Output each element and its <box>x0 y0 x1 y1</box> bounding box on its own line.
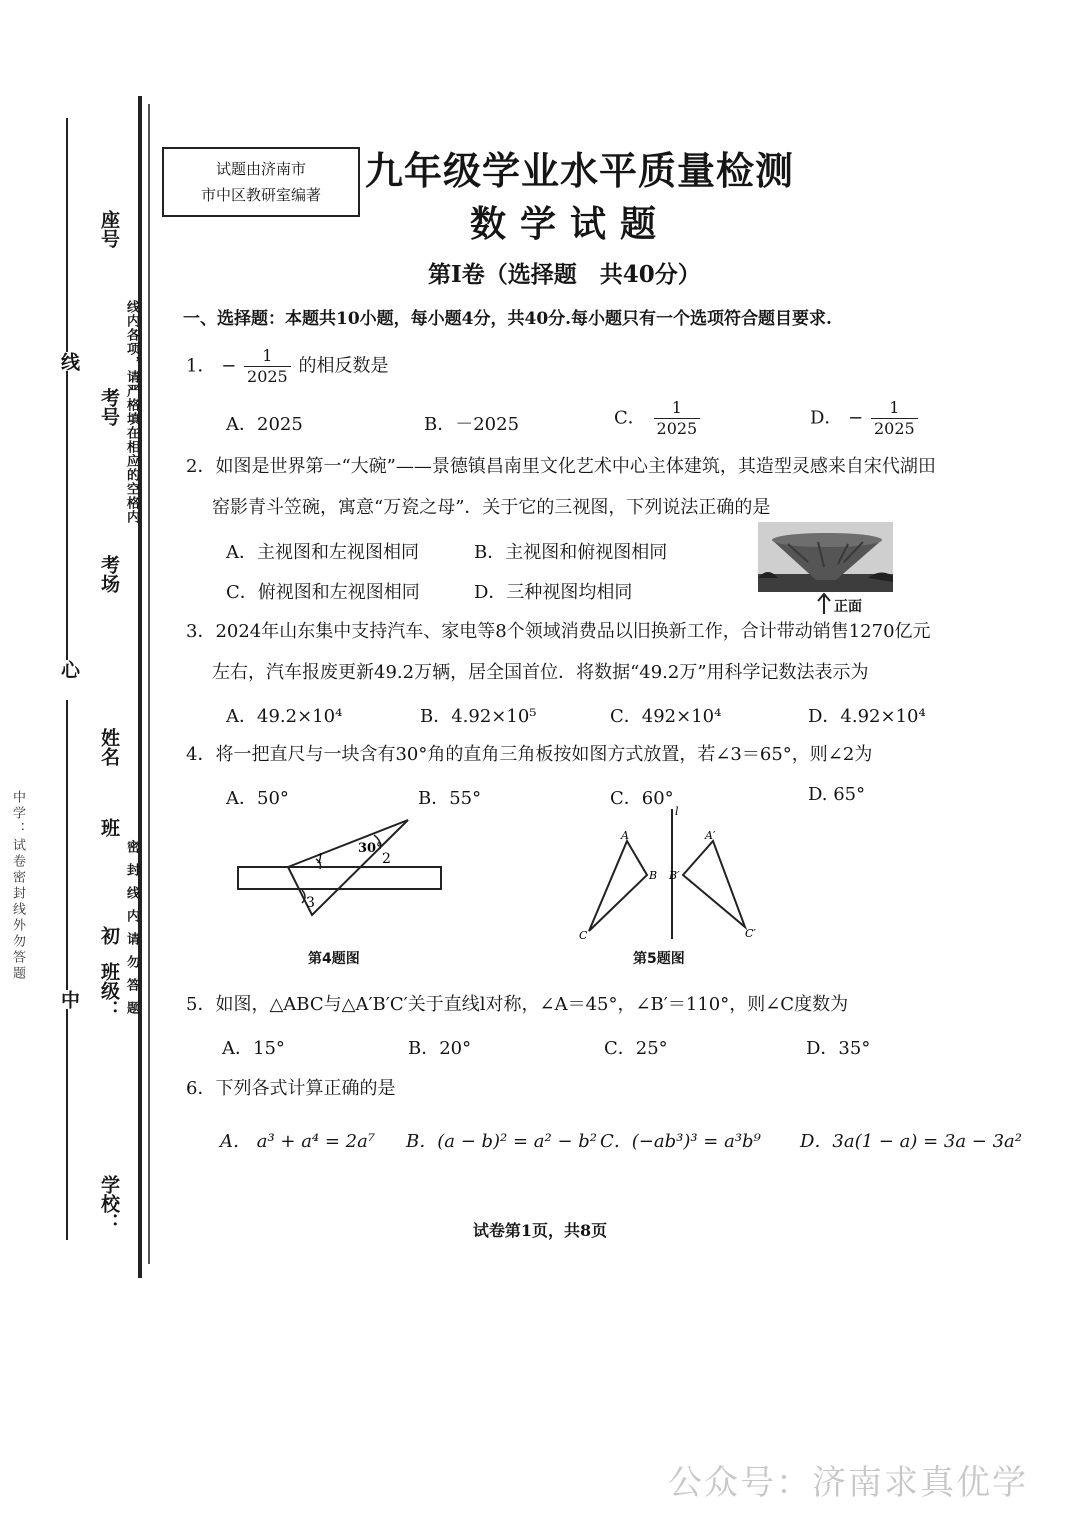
fig5-label-C2: C′ <box>745 927 756 940</box>
q2-option-c: C．俯视图和左视图相同 <box>226 582 420 603</box>
fig4-angle-30: 30° <box>358 841 383 856</box>
q3-option-c: C．492×10⁴ <box>610 706 722 727</box>
fig5-label-C: C <box>579 929 588 942</box>
triangle-abc <box>589 841 647 931</box>
fig5-label-A2: A′ <box>705 829 716 842</box>
fig4-label-3: 3 <box>306 895 315 911</box>
editor-box <box>162 147 360 217</box>
q3-option-b: B．4.92×10⁵ <box>420 706 537 727</box>
q4-option-d: D. 65° <box>808 784 866 805</box>
margin-faint-text: 中学：试卷密封线外勿答题 <box>10 790 25 982</box>
q6-option-c: C．(−ab³)³ = a³b⁹ <box>600 1131 761 1152</box>
margin-instruction-bottom: 密封线内请勿答题 <box>124 840 139 1024</box>
margin-xian: 线 <box>56 352 83 371</box>
margin-name: 姓名 <box>98 728 120 766</box>
margin-seat-no: 座号 <box>98 210 120 248</box>
q4-option-c: C．60° <box>610 788 674 809</box>
fig5-label-l: l <box>675 805 679 818</box>
margin-xin: 心 <box>56 660 83 679</box>
q4-option-b: B．55° <box>418 788 482 809</box>
q2-option-a: A．主视图和左视图相同 <box>226 542 419 563</box>
q1-option-d-num: 1 <box>871 398 918 419</box>
q2-option-b: B．主视图和俯视图相同 <box>474 542 668 563</box>
editor-line-1: 试题由济南市 <box>215 160 306 178</box>
triangle-a2b2c2 <box>683 841 745 927</box>
bowl-building-photo <box>758 522 893 592</box>
binding-line-left <box>66 118 68 678</box>
margin-exam-no: 考号 <box>98 388 120 426</box>
fig5-label-B2: B′ <box>669 869 680 882</box>
q1-option-d-label: D． <box>810 407 843 429</box>
q4-option-a: A．50° <box>226 788 289 809</box>
q6-option-b: B．(a − b)² = a² − b² <box>406 1131 598 1152</box>
photo-front-label: 正面 <box>834 599 862 615</box>
q6-option-a: A． a³ + a⁴ = 2a⁷ <box>220 1131 376 1152</box>
q2-line-2: 窑影青斗笠碗，寓意“万瓷之母”．关于它的三视图，下列说法正确的是 <box>212 497 771 518</box>
q1-option-c <box>614 398 702 439</box>
q1-fraction <box>244 346 291 387</box>
q1-option-c-fraction <box>654 398 701 439</box>
part1-intro: 一、选择题：本题共10小题，每小题4分，共40分.每小题只有一个选项符合题目要求. <box>183 309 832 329</box>
q3-line-1: 3．2024年山东集中支持汽车、家电等8个领域消费品以旧换新工作，合计带动销售1270亿元 <box>186 621 931 642</box>
section-title: 第Ⅰ卷（选择题 共40分） <box>428 261 701 288</box>
q1-option-d-fraction <box>871 398 918 439</box>
q1-option-d-minus: − <box>848 407 864 429</box>
margin-exam-room: 考场 <box>98 555 120 593</box>
margin-grade: 初 <box>98 926 120 945</box>
fig4-label-1: 1 <box>316 852 325 867</box>
q5-option-c: C．25° <box>604 1038 668 1059</box>
q6-option-d: D．3a(1 − a) = 3a − 3a² <box>800 1131 1023 1152</box>
fig5-label-B: B <box>649 869 658 882</box>
q5-option-b: B．20° <box>408 1038 472 1059</box>
margin-zhong: 中 <box>56 990 83 1009</box>
q6-text: 6．下列各式计算正确的是 <box>186 1078 396 1099</box>
q1-minus: − <box>221 355 237 377</box>
q1-frac-num: 1 <box>244 346 291 367</box>
q3-line-2: 左右，汽车报废更新49.2万辆，居全国首位．将数据“49.2万”用科学记数法表示为 <box>212 662 869 683</box>
margin-grade-class: 班级： <box>98 962 120 1019</box>
arrow-up-icon <box>816 592 832 614</box>
q5-option-a: A．15° <box>222 1038 285 1059</box>
margin-instruction-top: 线内各项，请严格填在相应的空格内 <box>124 300 139 524</box>
figure-5 <box>575 805 770 943</box>
q3-option-a: A．49.2×10⁴ <box>226 706 343 727</box>
figure-4 <box>232 815 447 920</box>
ruler <box>238 867 441 889</box>
margin-school: 学校： <box>98 1175 120 1232</box>
watermark: 公众号：济南求真优学 <box>668 1463 1028 1503</box>
fig5-caption: 第5题图 <box>633 951 685 967</box>
margin-class: 班 <box>98 818 120 837</box>
subject-title: 数学试题 <box>470 204 671 245</box>
q1-frac-den: 2025 <box>247 367 288 386</box>
fig4-label-2: 2 <box>382 851 391 867</box>
page-border-line <box>138 96 142 1278</box>
q2-line-1: 2．如图是世界第一“大碗”——景德镇昌南里文化艺术中心主体建筑，其造型灵感来自宋代湖田 <box>186 456 936 477</box>
q1-option-c-num: 1 <box>654 398 701 419</box>
q1-option-b: B．－2025 <box>424 414 520 435</box>
q1-option-c-label: C． <box>614 407 646 429</box>
editor-line-2: 市中区教研室编著 <box>200 186 321 204</box>
q1-option-d <box>810 398 920 439</box>
q2-option-d: D．三种视图均相同 <box>474 582 633 603</box>
q4-text: 4．将一把直尺与一块含有30°角的直角三角板按如图方式放置，若∠3＝65°，则∠2为 <box>186 744 873 765</box>
fig5-label-A: A <box>621 829 629 842</box>
q1-number: 1． <box>186 355 216 377</box>
question-1 <box>186 346 388 387</box>
q1-option-d-den: 2025 <box>874 419 915 438</box>
q1-option-a: A．2025 <box>226 414 303 435</box>
q1-text: 的相反数是 <box>298 355 389 377</box>
binding-line-left-lower <box>66 700 68 1240</box>
page-footer: 试卷第1页，共8页 <box>472 1221 608 1240</box>
fig4-caption: 第4题图 <box>308 951 360 967</box>
q1-option-c-den: 2025 <box>656 419 698 438</box>
q3-option-d: D．4.92×10⁴ <box>808 706 926 727</box>
q5-option-d: D．35° <box>806 1038 871 1059</box>
q5-text: 5．如图，△ABC与△A′B′C′关于直线l对称，∠A＝45°，∠B′＝110°，则∠C度数为 <box>186 994 849 1015</box>
page-border-line-inner <box>148 104 150 1264</box>
exam-title: 九年级学业水平质量检测 <box>365 149 795 193</box>
